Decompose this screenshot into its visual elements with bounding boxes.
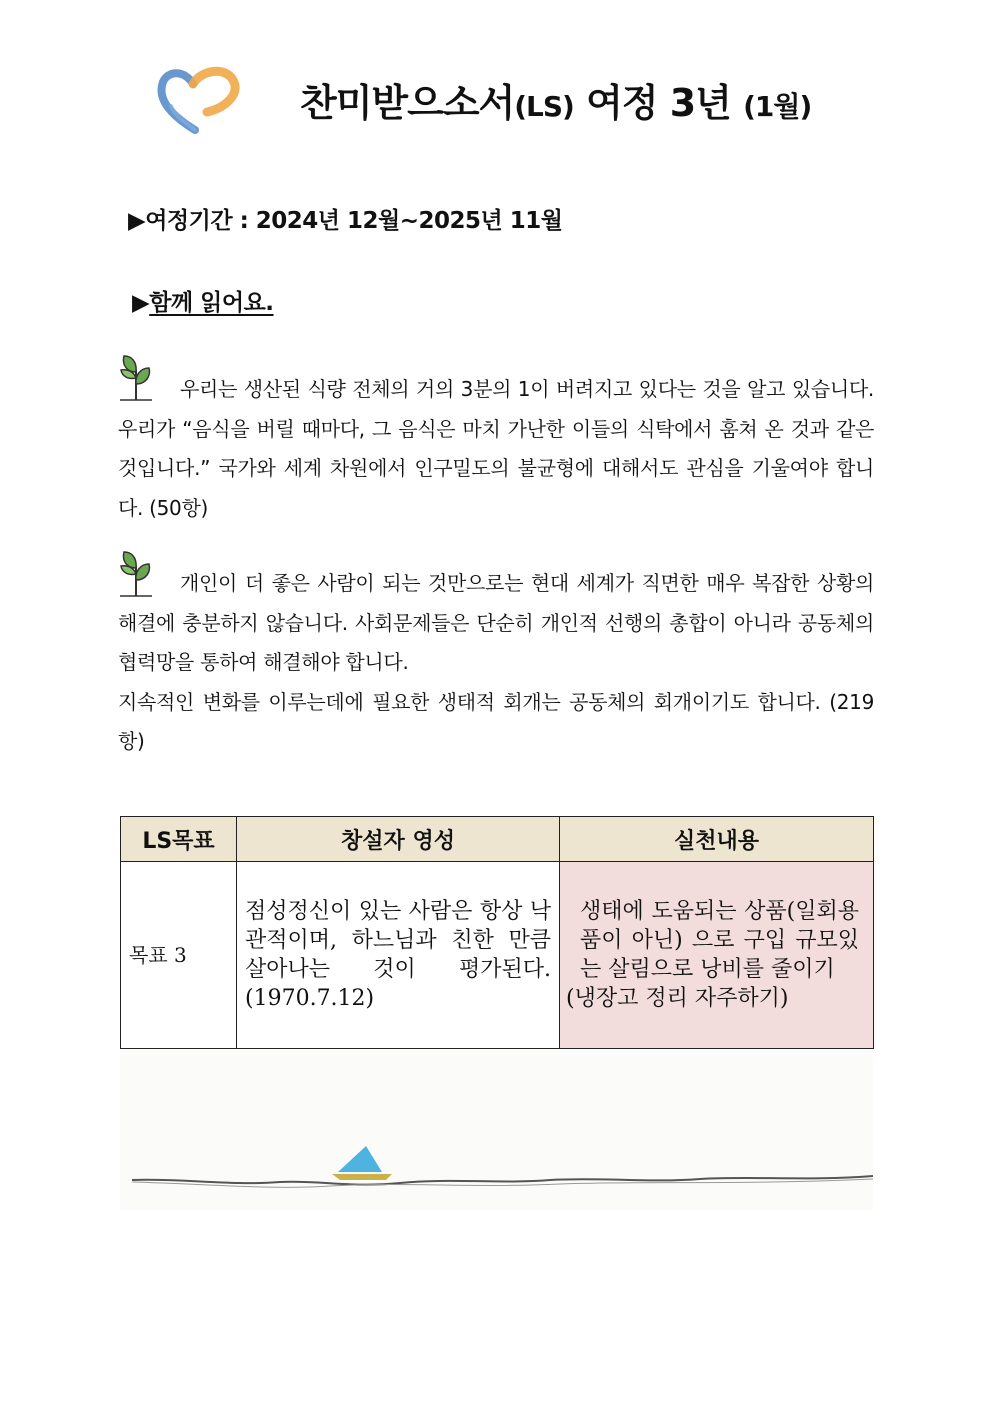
page-title: 찬미받으소서(LS) 여정 3년 (1월) <box>300 81 812 125</box>
sailboat-scene-image <box>120 1050 873 1210</box>
column-header-goal: LS목표 <box>121 817 237 862</box>
column-header-spirituality: 창설자 영성 <box>237 817 560 862</box>
table-row <box>121 862 874 1049</box>
journey-period <box>128 202 563 235</box>
spirituality-cell: 점성정신이 있는 사람은 항상 낙관적이며, 하느님과 친한 만큼 살아나는 것이 평가된다. (1970.7.12) <box>237 862 560 1049</box>
period-text: 여정기간 : 2024년 12월~2025년 11월 <box>145 208 563 234</box>
ls-goal-table <box>120 816 874 1049</box>
reading-heading-text: 함께 읽어요. <box>149 290 274 316</box>
practice-text: 생태에 도움되는 상품(일회용품이 아닌) 으로 구입 규모있는 살림으로 낭비를 줄이기 <box>580 899 859 982</box>
practice-cell <box>560 862 874 1049</box>
column-header-practice: 실천내용 <box>560 817 874 862</box>
arrow-icon: ▶ <box>128 208 146 234</box>
paragraph-50: 우리는 생산된 식량 전체의 거의 3분의 1이 버려지고 있다는 것을 알고 있습니다. 우리가 “음식을 버릴 때마다, 그 음식은 마치 가난한 이들의 식탁에서 훔쳐 온 것과 같은 것입니다.” 국가와 세계 차원에서 인구밀도의 불균형에 대해서도 관심을 기울여야 합니다. (50항) <box>118 377 874 520</box>
heart-logo-icon <box>155 62 245 134</box>
table-header-row <box>121 817 874 862</box>
paragraph-219: 개인이 더 좋은 사람이 되는 것만으로는 현대 세계가 직면한 매우 복잡한 상황의 해결에 충분하지 않습니다. 사회문제들은 단순히 개인적 선행의 총합이 아니라 공동체의 협력망을 통하여 해결해야 합니다. 지속적인 변화를 이루는데에 필요한 생태적 회개는 공동체의 회개이기도 합니다. (219항) <box>118 571 874 753</box>
goal-cell: 목표 3 <box>121 862 237 1049</box>
arrow-icon: ▶ <box>132 290 150 316</box>
reading-heading <box>132 284 274 317</box>
practice-note: (냉장고 정리 자주하기) <box>566 986 789 1011</box>
